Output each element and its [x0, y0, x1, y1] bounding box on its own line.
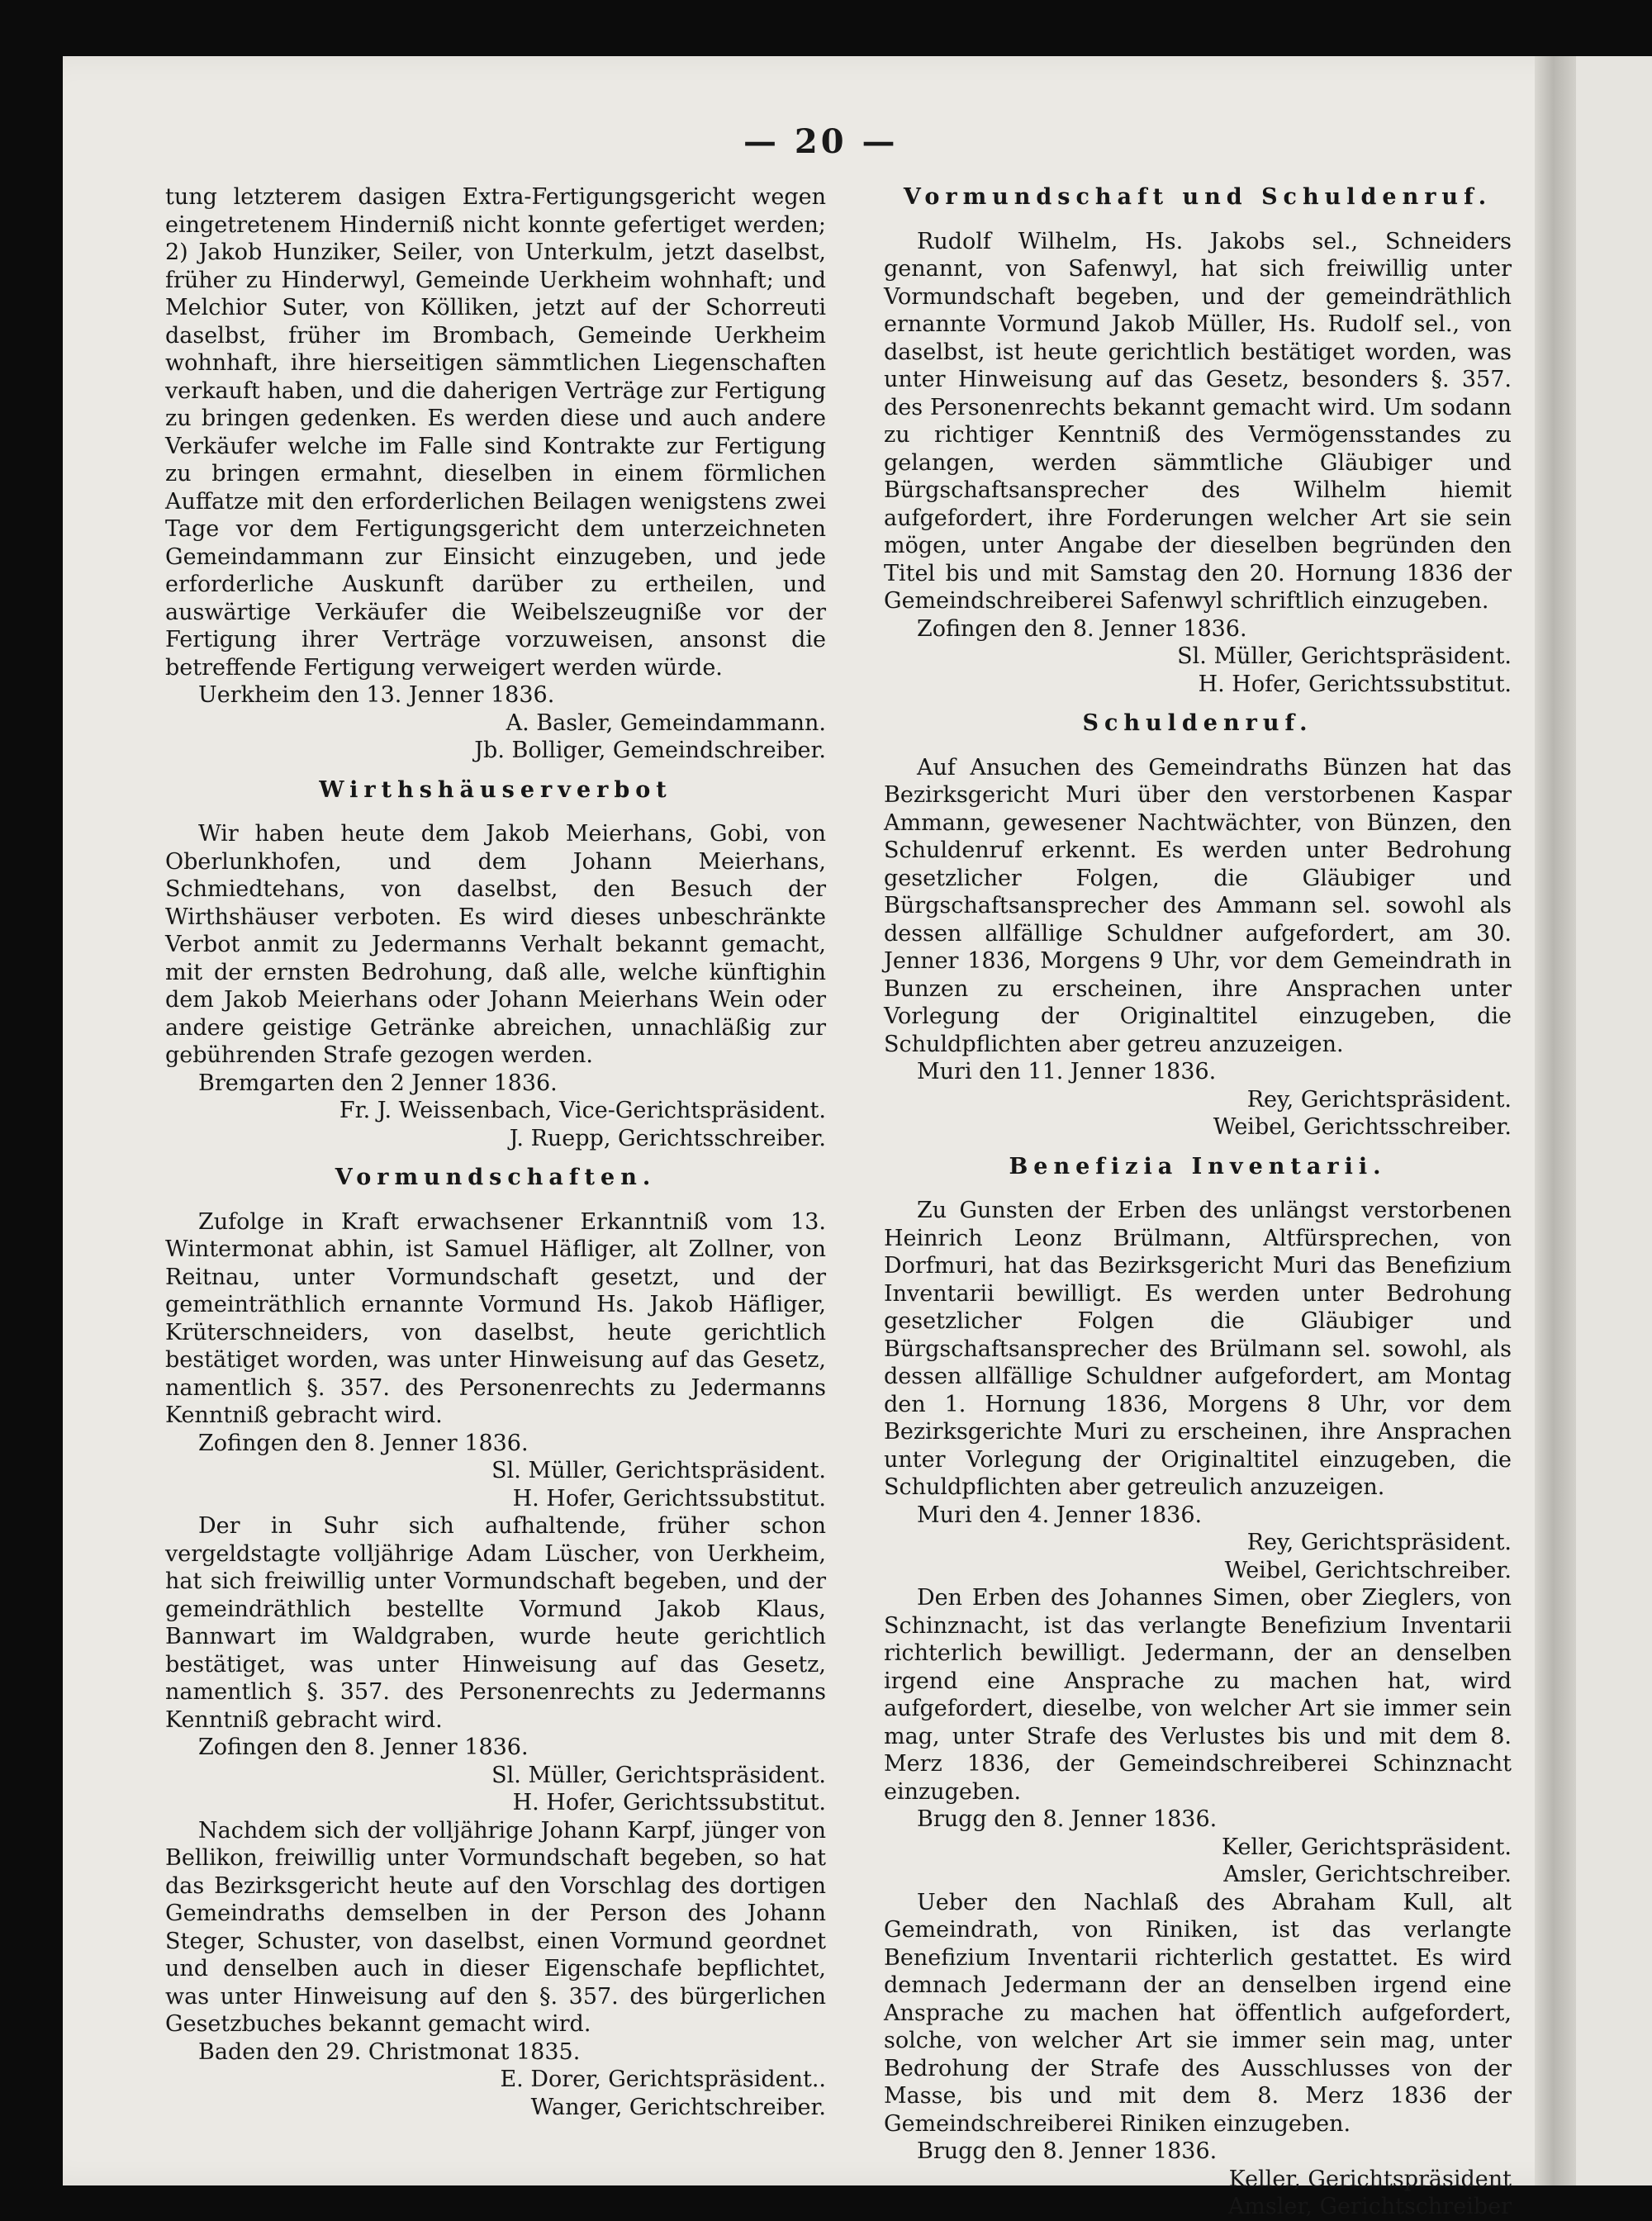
page-number: — 20 —: [743, 122, 899, 161]
section-heading-benefizia-inventarii: Benefizia Inventarii.: [1009, 1153, 1387, 1179]
notice-signature: Weibel, Gerichtschreiber.: [1224, 1557, 1512, 1583]
page-binding-shadow: [1535, 56, 1576, 2185]
adjacent-page-edge: [1576, 56, 1652, 2185]
notice-text: Ueber den Nachlaß des Abraham Kull, alt Gemeindrath, von Riniken, ist das verlangte Benefizium Inventarii richterlich gestattet. Es wird demnach Jedermann der an denselben irgend eine Ansprache zu machen hat öffentlich aufgefordert, solche, von welcher Art sie immer sein mag, unter Bedrohung der Strafe des Ausschlusses von der Masse, bis und mit dem 8. Merz 1836 der Gemeindschreiberei Riniken einzugeben.: [884, 1889, 1512, 2137]
notice-signature: H. Hofer, Gerichtssubstitut.: [1198, 671, 1512, 697]
notice-signature: Jb. Bolliger, Gemeindschreiber.: [474, 738, 826, 763]
notice-signature: Rey, Gerichtspräsident.: [1246, 1530, 1512, 1555]
notice-place-date: Muri den 4. Jenner 1836.: [917, 1502, 1203, 1528]
notice-place-date: Uerkheim den 13. Jenner 1836.: [198, 682, 555, 708]
notice-signature: H. Hofer, Gerichtssubstitut.: [512, 1790, 826, 1815]
section-heading-wirthshaeuserverbot: Wirthshäuserverbot: [319, 776, 672, 803]
notice-signature: Amsler, Gerichtschreiber.: [1223, 1862, 1512, 1887]
notice-signature: Rey, Gerichtspräsident.: [1246, 1086, 1512, 1113]
notice-signature: E. Dorer, Gerichtspräsident..: [500, 2067, 826, 2092]
notice-text: Den Erben des Johannes Simen, ober Zieglers, von Schinznacht, ist das verlangte Benefizium Inventarii richterlich bewilligt. Jedermann, der an denselben irgend eine Ansprache zu machen hat, wird aufgefordert, dieselbe, von welcher Art sie immer sein mag, unter Strafe des Verlustes bis und mit dem 8. Merz 1836, der Gemeindschreiberei Schinznacht einzugeben.: [884, 1585, 1512, 1805]
section-heading-vormundschaften: Vormundschaften.: [335, 1165, 657, 1190]
notice-text: Zu Gunsten der Erben des unlängst verstorbenen Heinrich Leonz Brülmann, Altfürsprechen, von Dorfmuri, hat das Bezirksgericht Muri das Benefizium Inventarii bewilligt. Es werden unter Bedrohung gesetzlicher Folgen die Gläubiger und Bürgschaftsansprecher des Brülmann sel. sowohl, als dessen allfällige Schuldner aufgefordert, am Montag den 1. Hornung 1836, Morgens 8 Uhr, vor dem Bezirksgerichte Muri zu erscheinen, ihre Ansprachen unter Vorlegung der Originaltitel einzugeben, die Schuldpflichten aber getreulich anzuzeigen.: [884, 1198, 1512, 1500]
notice-text: Wir haben heute dem Jakob Meierhans, Gobi, von Oberlunkhofen, und dem Johann Meierhans, Schmiedtehans, von daselbst, den Besuch der Wirthshäuser verboten. Es wird dieses unbeschränkte Verbot anmit zu Jedermanns Verhalt bekannt gemacht, mit der ernsten Bedrohung, daß alle, welche künftighin dem Jakob Meierhans oder Johann Meierhans Wein oder andere geistige Getränke abreichen, unnachläßig zur gebührenden Strafe gezogen werden.: [165, 821, 826, 1068]
notice-place-date: Baden den 29. Christmonat 1835.: [198, 2038, 581, 2065]
notice-signature: Sl. Müller, Gerichtspräsident.: [491, 1762, 826, 1788]
notice-text: Rudolf Wilhelm, Hs. Jakobs sel., Schneiders genannt, von Safenwyl, hat sich freiwillig unter Vormundschaft begeben, und der gemeindräthlich ernannte Vormund Jakob Müller, Hs. Rudolf sel., von daselbst, ist heute gerichtlich bestätiget worden, was unter Hinweisung auf das Gesetz, besonders §. 357. des Personenrechts bekannt gemacht wird. Um sodann zu richtiger Kenntniß des Vermögensstandes zu gelangen, werden sämmtliche Gläubiger und Bürgschaftsansprecher des Wilhelm hiemit aufgefordert, ihre Forderungen welcher Art sie sein mögen, unter Angabe der dieselben begründen den Titel bis und mit Samstag den 20. Hornung 1836 der Gemeindschreiberei Safenwyl schriftlich einzugeben.: [884, 228, 1512, 614]
notice-signature: Wanger, Gerichtschreiber.: [530, 2094, 826, 2120]
continued-notice-text: tung letzterem dasigen Extra-Fertigungsgericht wegen eingetretenem Hinderniß nicht konnte gefertiget werden; 2) Jakob Hunziker, Seiler, von Unterkulm, jetzt daselbst, früher zu Hinderwyl, Gemeinde Uerkheim wohnhaft; und Melchior Suter, von Kölliken, jetzt auf der Schorreuti daselbst, früher im Brombach, Gemeinde Uerkheim wohnhaft, ihre hierseitigen sämmtlichen Liegenschaften verkauft haben, und die daherigen Verträge zur Fertigung zu bringen gedenken. Es werden diese und auch andere Verkäufer welche im Falle sind Kontrakte zur Fertigung zu bringen ermahnt, dieselben in einem förmlichen Auffatze mit den erforderlichen Beilagen wenigstens zwei Tage vor dem Fertigungsgericht dem unterzeichneten Gemeindammann zur Einsicht einzugeben, und jede erforderliche Auskunft darüber zu ertheilen, und auswärtige Verkäufer die Weibelszeugniße vor der Fertigung ihrer Verträge vorzuweisen, ansonst die betreffende Fertigung verweigert werden würde.: [165, 184, 826, 681]
notice-place-date: Zofingen den 8. Jenner 1836.: [917, 615, 1247, 642]
notice-signature: Amsler, Gerichtschreiber: [1227, 2194, 1512, 2219]
notice-text: Auf Ansuchen des Gemeindraths Bünzen hat das Bezirksgericht Muri über den verstorbenen Kaspar Ammann, gewesener Nachtwächter, von Bünzen, den Schuldenruf erkennt. Es werden unter Bedrohung gesetzlicher Folgen, die Gläubiger und Bürgschaftsansprecher des Ammann sel. sowohl als dessen allfällige Schuldner aufgefordert, am 30. Jenner 1836, Morgens 9 Uhr, vor dem Gemeindrath in Bunzen zu erscheinen, ihre Ansprachen unter Vorlegung der Originaltitel einzugeben, die Schuldpflichten aber getreu anzuzeigen.: [884, 754, 1512, 1057]
notice-signature: Sl. Müller, Gerichtspräsident.: [1177, 643, 1512, 669]
notice-signature: H. Hofer, Gerichtssubstitut.: [512, 1485, 826, 1512]
section-heading-schuldenruf: Schuldenruf.: [1082, 710, 1313, 736]
notice-place-date: Brugg den 8. Jenner 1836.: [917, 1806, 1218, 1832]
notice-signature: Sl. Müller, Gerichtspräsident.: [491, 1458, 826, 1483]
notice-place-date: Bremgarten den 2 Jenner 1836.: [198, 1070, 558, 1096]
notice-signature: A. Basler, Gemeindammann.: [506, 709, 826, 736]
notice-place-date: Zofingen den 8. Jenner 1836.: [198, 1430, 529, 1456]
notice-signature: Weibel, Gerichtsschreiber.: [1213, 1114, 1512, 1140]
notice-signature: Keller, Gerichtspräsident: [1228, 2166, 1512, 2192]
notice-text: Der in Suhr sich aufhaltende, früher schon vergeldstagte volljährige Adam Lüscher, von Uerkheim, hat sich freiwillig unter Vormundschaft begeben, und der gemeindräthlich bestellte Vormund Jakob Klaus, Bannwart im Waldgraben, wurde heute gerichtlich bestätiget, was unter Hinweisung auf das Gesetz, namentlich §. 357. des Personenrechts zu Jedermanns Kenntniß gebracht wird.: [165, 1513, 826, 1733]
notice-signature: J. Ruepp, Gerichtsschreiber.: [509, 1125, 826, 1151]
notice-text: Zufolge in Kraft erwachsener Erkanntniß vom 13. Wintermonat abhin, ist Samuel Häfliger, alt Zollner, von Reitnau, unter Vormundschaft gesetzt, und der gemeinträthlich ernannte Vormund Hs. Jakob Häfliger, Krüterschneiders, von daselbst, heute gerichtlich bestätiget worden, was unter Hinweisung auf das Gesetz, namentlich §. 357. des Personenrechts zu Jedermanns Kenntniß gebracht wird.: [165, 1208, 826, 1428]
notice-signature: Fr. J. Weissenbach, Vice-Gerichtspräsident.: [339, 1098, 826, 1123]
notice-text: Nachdem sich der volljährige Johann Karpf, jünger von Bellikon, freiwillig unter Vormundschaft begeben, so hat das Bezirksgericht heute auf den Vorschlag des dortigen Gemeindraths demselben in der Person des Johann Steger, Schuster, von daselbst, einen Vormund geordnet und denselben auch in dieser Eigenschafe bepflichtet, was unter Hinweisung auf den §. 357. des bürgerlichen Gesetzbuches bekannt gemacht wird.: [165, 1817, 826, 2037]
left-column: [165, 183, 826, 2121]
notice-place-date: Muri den 11. Jenner 1836.: [917, 1059, 1217, 1084]
notice-place-date: Brugg den 8. Jenner 1836.: [917, 2138, 1218, 2164]
section-heading-vormundschaft-schuldenruf: Vormundschaft und Schuldenruf.: [903, 184, 1493, 210]
right-column: [884, 183, 1512, 2221]
notice-place-date: Zofingen den 8. Jenner 1836.: [198, 1735, 529, 1760]
notice-signature: Keller, Gerichtspräsident.: [1222, 1834, 1512, 1860]
